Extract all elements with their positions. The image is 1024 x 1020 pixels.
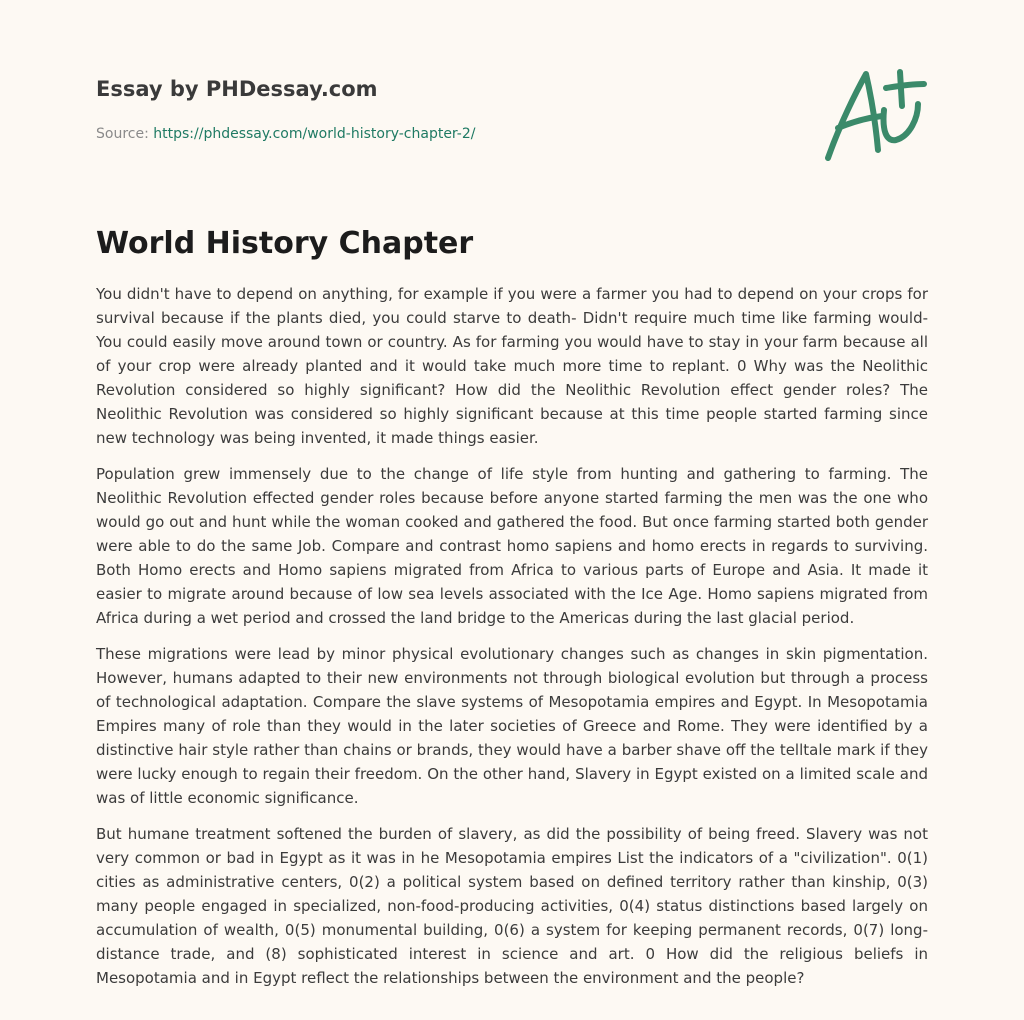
- source-label: Source:: [96, 126, 154, 142]
- brand-name: Essay by PHDessay.com: [96, 77, 378, 101]
- a-plus-grade-icon: [818, 62, 936, 166]
- article-body: [96, 282, 928, 1002]
- article-paragraph: You didn't have to depend on anything, for example if you were a farmer you had to depend on your crops for survival because if the plants died, you could starve to death- Didn't require much time like farming would- You could easily move around town or country. As for farming you would have to stay in your farm because all of your crop were already planted and it would take much more time to replant. 0 Why was the Neolithic Revolution considered so highly significant? How did the Neolithic Revolution effect gender roles? The Neolithic Revolution was considered so highly significant because at this time people started farming since new technology was being invented, it made things easier.: [96, 285, 928, 447]
- article-paragraph: These migrations were lead by minor physical evolutionary changes such as changes in skin pigmentation. However, humans adapted to their new environments not through biological evolution but through a process of technological adaptation. Compare the slave systems of Mesopotamia empires and Egypt. In Mesopotamia Empires many of role than they would in the later societies of Greece and Rome. They were identified by a distinctive hair style rather than chains or brands, they would have a barber shave off the telltale mark if they were lucky enough to regain their freedom. On the other hand, Slavery in Egypt existed on a limited scale and was of little economic significance.: [96, 645, 928, 807]
- page-header: [96, 74, 796, 144]
- source-line: [96, 124, 796, 144]
- page-title: World History Chapter: [96, 226, 474, 261]
- article-paragraph: But humane treatment softened the burden of slavery, as did the possibility of being freed. Slavery was not very common or bad in Egypt as it was in he Mesopotamia empires List the indicators of a "civilization". 0(1) cities as administrative centers, 0(2) a political system based on defined territory rather than kinship, 0(3) many people engaged in specialized, non-food-producing activities, 0(4) status distinctions based largely on accumulation of wealth, 0(5) monumental building, 0(6) a system for keeping permanent records, 0(7) long-distance trade, and (8) sophisticated interest in science and art. 0 How did the religious beliefs in Mesopotamia and in Egypt reflect the relationships between the environment and the people?: [96, 825, 928, 987]
- article-paragraph: Population grew immensely due to the change of life style from hunting and gathering to farming. The Neolithic Revolution effected gender roles because before anyone started farming the men was the one who would go out and hunt while the woman cooked and gathered the food. But once farming started both gender were able to do the same Job. Compare and contrast homo sapiens and homo erects in regards to surviving. Both Homo erects and Homo sapiens migrated from Africa to various parts of Europe and Asia. It made it easier to migrate around because of low sea levels associated with the Ice Age. Homo sapiens migrated from Africa during a wet period and crossed the land bridge to the Americas during the last glacial period.: [96, 465, 928, 627]
- source-link[interactable]: https://phdessay.com/world-history-chapter-2/: [153, 126, 476, 142]
